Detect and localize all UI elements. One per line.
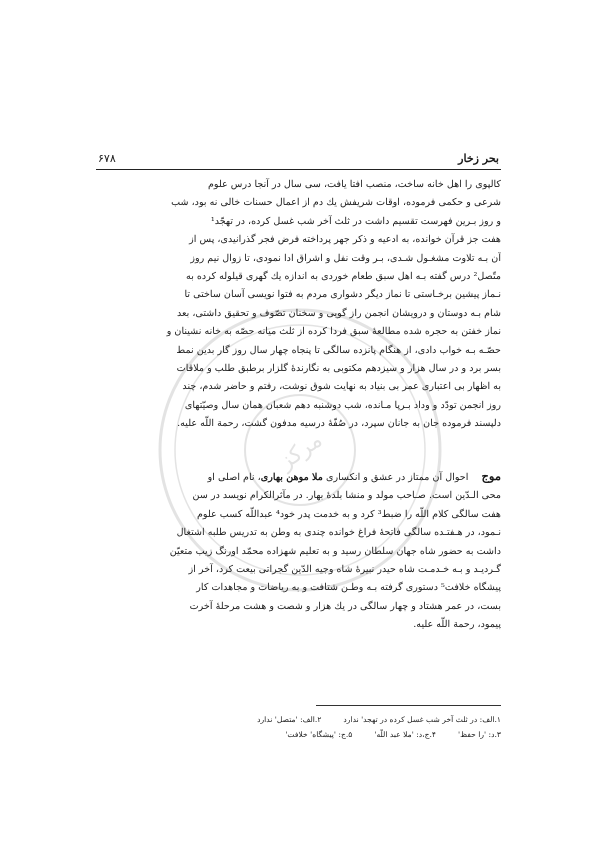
footnote-5: ۵.ج: 'پیشگاه' خلافت' — [285, 730, 353, 739]
text-line: پیمود، رحمة اللّه علیه. — [413, 619, 501, 631]
text-line: بسر برد و در سال هزار و سیزدهم مکتوبی به نگارندهٔ گلزار برطبق طلب و ملاقات — [176, 363, 501, 375]
text-line: نـمود، در هـفتـده سالگی فاتحهٔ فراغ خوانده چندی به وطن به تدریس طلبه اشتغال — [176, 527, 501, 539]
running-header — [96, 151, 501, 170]
text-line: پیشگاه خلافت⁵ دستوری گرفته بـه وطـن شتافت و به ریاضات و مجاهدات کار — [196, 582, 501, 594]
page-number: ۶۷۸ — [98, 152, 116, 165]
entry-headword: موج — [481, 469, 501, 483]
text-line: کالپوی را اهل خانه ساخت، منصب افتا یافت، سی سال در آنجا درس علوم — [207, 179, 501, 190]
text-line: نماز خفتن به حجره شده مطالعهٔ سبق فردا کرده از ثلث میانه حصّه به خانه نشینان و — [166, 326, 501, 338]
text-line: بست، در عمر هشتاد و چهار سالگی در یك هزار و شصت و هشت مرحلهٔ آخرت — [189, 600, 501, 612]
footnote-2: ۲.الف: 'متصل' ندارد — [257, 715, 322, 724]
footnotes — [96, 712, 501, 742]
text-line: داشت به حضور شاه جهان سلطان رسید و به تعلیم شهزاده محمّد اورنگ زیب متعیّن — [169, 545, 501, 557]
text-line: هفت سالگی کلام اللّه را ضبط³ کرد و به خدمت پدر خود⁴ عبداللّه کسب علوم — [196, 508, 501, 520]
entry-paragraph-1 — [96, 176, 501, 434]
footnote-4: ۴.ج،د: 'ملا عبد اللّه' — [374, 730, 437, 739]
text-line: متّصل² درس گفته بـه اهل سبق طعام خوردی به اندازه یك گهری قیلوله کرده به — [186, 271, 501, 283]
text-line: شام بـه دوستان و درویشان انجمن راز گویی و سخنان تصّوف و تحقیق داشتی، بعد — [176, 307, 501, 319]
entry2-first-line: موج احوال آن ممتاز در عشق و انکساری ملا موهن بهاری، نام اصلی او — [207, 469, 501, 483]
entry2-lead-end: نام اصلی او — [207, 472, 255, 483]
text-line: شرعی و حکمی فرموده، اوقات شریفش یك دم از اعمال حسنات خالی نه بود، شب — [171, 197, 501, 209]
text-line: دلپسند فرموده جان به جانان سپرد، در صُفّهٔ درسیه مدفون گشت، رحمة اللّه علیه. — [177, 418, 501, 430]
footnote-3: ۳.د: 'را حفظ' — [458, 730, 501, 739]
entry2-lead-text: احوال آن ممتاز در عشق و انکساری — [325, 472, 469, 483]
header-title: بحر زخار — [458, 152, 499, 165]
text-line: حصّـه بـه خواب دادی، از هنگام پانزده سالگی تا پنجاه چهار سال روز گار بدین نمط — [176, 344, 501, 356]
entry2-person-name: ملا موهن بهاری — [260, 472, 323, 483]
footnote-1: ۱.الف: در ثلث آخر شب غسل کرده در تهجد' ندارد — [343, 715, 501, 724]
footnote-row-2 — [96, 727, 501, 742]
entry2-lines — [96, 487, 501, 634]
text-line: هفت جز قرآن خوانده، به ادعیه و ذکر جهر پرداخته فرض فجر گذرانیدی، پس از — [189, 234, 501, 246]
text-line: و روز بـرین فهرست تقسیم داشت در ثلث آخر شب غسل کرده، در تهجّد¹ — [210, 215, 501, 227]
text-line: گـردیـد و بـه خـدمـت شاه حیدر نبیرهٔ شاه وجیه الدّین گجراتی بیعت کرد، آخر از — [188, 564, 501, 576]
svg-text:مرکز: مرکز — [274, 427, 328, 475]
text-line: به اظهار بی اعتباری عمر بی بنیاد به نهایت شوق نوشت، رفتم و حاضر شدم، چند — [182, 381, 501, 393]
text-line: آن بـه تلاوت مشغـول شـدی، بـر وقت نفل و اشراق ادا نمودی، تا زوال نیم روز — [190, 252, 501, 264]
entry-paragraph-2 — [96, 467, 501, 635]
footnote-divider — [316, 705, 501, 706]
footnote-row-1 — [96, 712, 501, 727]
text-line: نـماز پیشین برخـاستی تا نماز دیگر دشواری مردم به فتوا نویسی آسان ساختی تا — [184, 289, 501, 301]
text-line: محی الـدّین است. صـاحب مولد و منشا بلدهٔ بهار. در مآثرالکرام نویسد در سن — [192, 490, 501, 502]
text-line: روز انجمن تودّد و وداد بـرپا مـانده، شب دوشنبه دهم شعبان همان سال وصیّتهای — [184, 399, 501, 411]
